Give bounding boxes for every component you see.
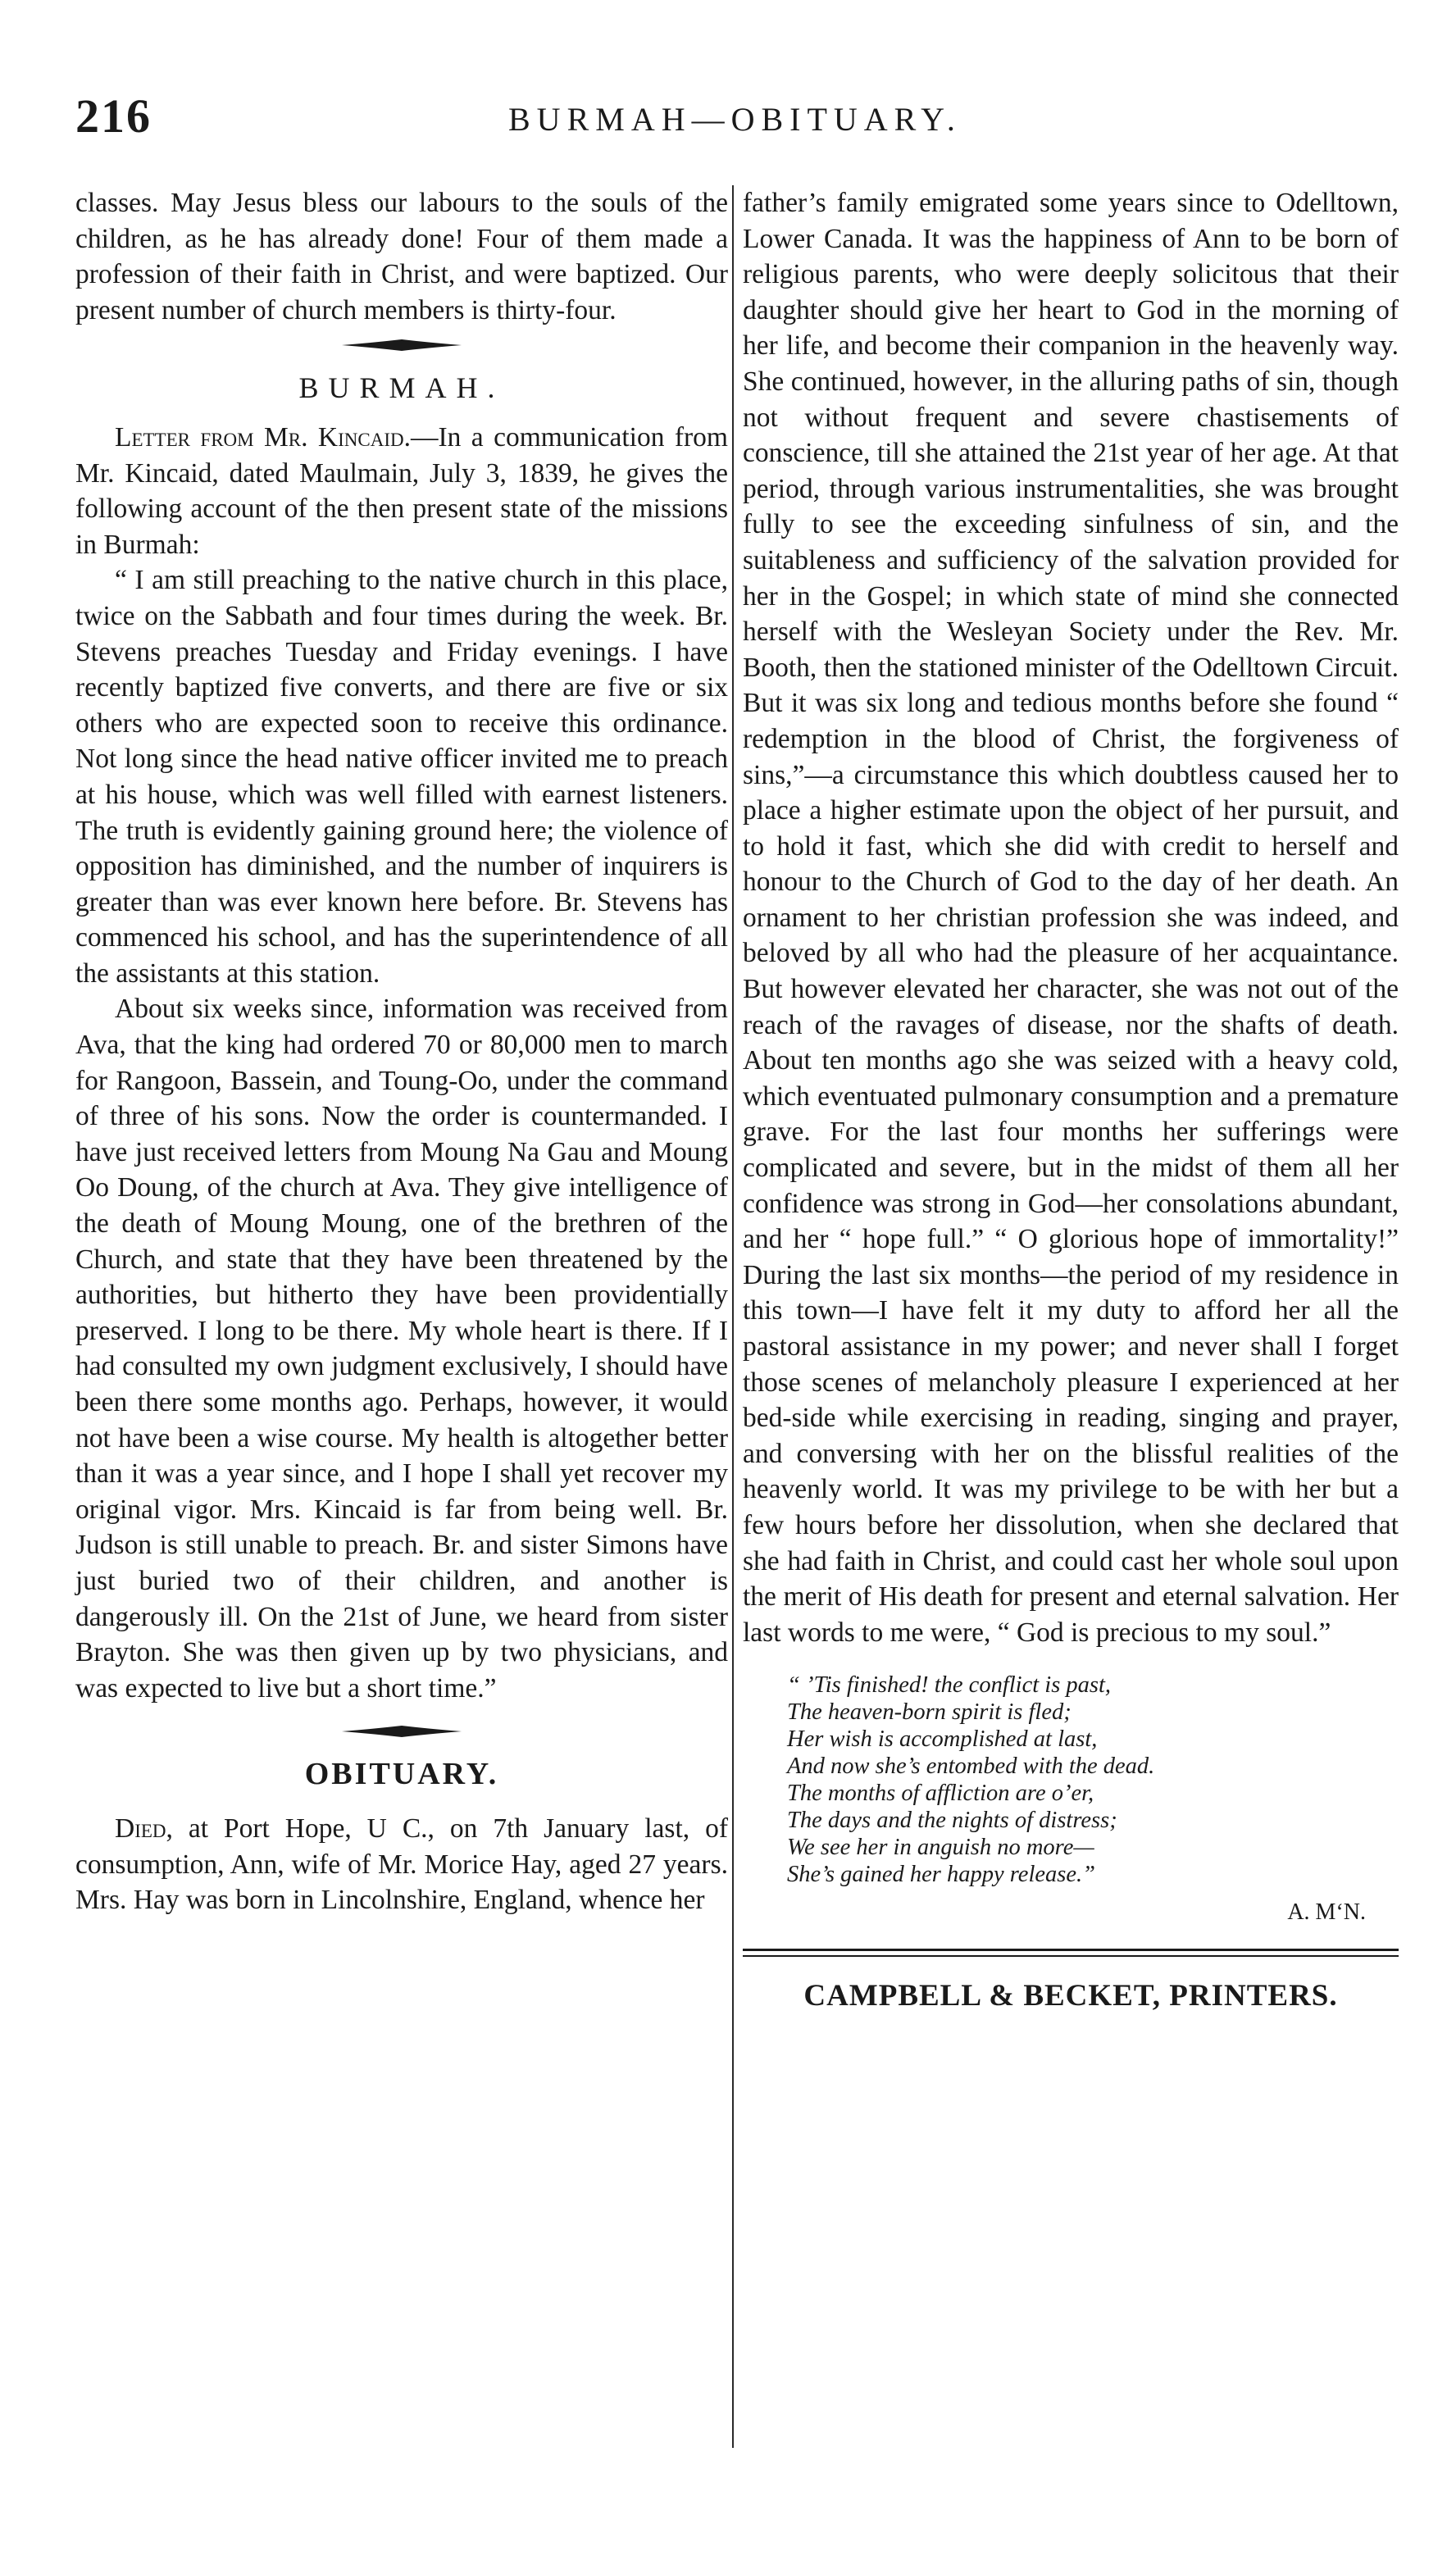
obituary-text: at Port Hope, U C., on 7th January last, of consumption, Ann, wife of Mr. Morice Hay, aged 27 years. Mrs. Hay was born in Lincolnshire, England, whence her xyxy=(75,1813,728,1916)
page-header xyxy=(0,89,1456,154)
carryover-paragraph: classes. May Jesus bless our labours to the souls of the children, as he has already done! Four of them made a profession of their faith in Christ, and were baptized. Our present number of church members is thirty-four. xyxy=(75,188,728,325)
memorial-poem xyxy=(787,1672,1399,1888)
letter-paragraph: “ I am still preaching to the native church in this place, twice on the Sabbath and four times during the week. Br. Stevens preaches Tuesday and Friday evenings. I have recently baptized five converts, and there are five or six others who are expected soon to receive this ordinance. Not long since the head native officer invited me to preach at his house, which was well filled with earnest listeners. The truth is evidently gaining ground here; the violence of opposition has diminished, and the number of inquirers is greater than was ever known here before. Br. Stevens has commenced his school, and has the superintendence of all the assistants at this station. xyxy=(75,565,728,989)
section-divider-ornament xyxy=(340,1724,463,1739)
left-column xyxy=(75,185,728,2448)
poem-line: The heaven-born spirit is fled; xyxy=(787,1699,1072,1726)
poem-line: “ ’Tis finished! the conflict is past, xyxy=(787,1672,1112,1699)
poem-line: We see her in anguish no more— xyxy=(787,1835,1094,1861)
footer-rule-thin xyxy=(743,1955,1399,1957)
obituary-lead-in: Died, xyxy=(115,1813,173,1844)
section-heading-obituary: OBITUARY. xyxy=(304,1757,499,1792)
poem-line: The days and the nights of distress; xyxy=(787,1808,1117,1834)
right-column xyxy=(743,185,1399,2448)
poem-line: Her wish is accomplished at last, xyxy=(787,1726,1098,1753)
letter-lead-in: Letter from Mr. Kincaid. xyxy=(115,421,411,453)
poem-line: She’s gained her happy release.” xyxy=(787,1862,1095,1888)
poem-line: The months of affliction are o’er, xyxy=(787,1781,1094,1807)
footer-rule-thick xyxy=(743,1949,1399,1951)
column-divider-rule xyxy=(732,185,734,2448)
author-signature: A. M‘N. xyxy=(1287,1899,1366,1926)
letter-intro-paragraph xyxy=(75,420,728,562)
page-number: 216 xyxy=(75,89,152,143)
poem-line: And now she’s entombed with the dead. xyxy=(787,1754,1155,1780)
section-heading-burmah: BURMAH. xyxy=(298,371,505,405)
obituary-paragraph xyxy=(75,1811,728,1918)
obituary-continued-paragraph: father’s family emigrated some years since to Odelltown, Lower Canada. It was the happiness of Ann to be born of religious parents, who were deeply solicitous that their daughter should give her heart to God in the morning of her life, and become their companion in the heavenly way. She continued, however, in the alluring paths of sin, though not without frequent and severe chastisements of conscience, till she attained the 21st year of her age. At that period, through various instrumentalities, she was brought fully to see the exceeding sinfulness of sin, and the suitableness and sufficiency of the salvation provided for her in the Gospel; in which state of mind she connected herself with the Wesleyan Society under the Rev. Mr. Booth, then the stationed minister of the Odelltown Circuit. But it was six long and tedious months before she found “ redemption in the blood of Christ, the forgiveness of sins,”—a circumstance this which doubtless caused her to place a higher estimate upon the object of her pursuit, and to hold it fast, which she did with credit to herself and honour to the Church of God to the day of her death. An ornament to her christian profession she was indeed, and beloved by all who had the pleasure of her acquaintance. But however elevated her character, she was not out of the reach of the ravages of disease, nor the shafts of death. About ten months ago she was seized with a heavy cold, which eventuated pulmonary consumption and a premature grave. For the last four months her sufferings were complicated and severe, but in the midst of them all her confidence was strong in God—her consolations abundant, and her “ hope full.” “ O glorious hope of immortality!” During the last six months—the period of my residence in this town—I have felt it my duty to afford her all the pastoral assistance in my power; and never shall I forget those scenes of melancholy pleasure I experienced at her bed-side while exercising in reading, singing and prayer, and conversing with her on the blissful realities of the heavenly world. It was my privilege to be with her but a few hours before her dissolution, when she declared that she had faith in Christ, and could cast her whole soul upon the merit of His death for present and eternal salvation. Her last words to me were, “ God is precious to my soul.” xyxy=(743,188,1399,1648)
printer-imprint: CAMPBELL & BECKET, PRINTERS. xyxy=(803,1978,1338,2013)
letter-paragraph: About six weeks since, information was received from Ava, that the king had ordered 70 or 80,000 men to march for Rangoon, Bassein, and Toung-Oo, under the command of three of his sons. Now the order is countermanded. I have just received letters from Moung Na Gau and Moung Oo Doung, of the church at Ava. They give intelligence of the death of Moung Moung, one of the brethren of the Church, and state that they have been threatened by the authorities, but hitherto they have been providentially preserved. I long to be there. My whole heart is there. If I had consulted my own judgment exclusively, I should have been there some months ago. Perhaps, however, it would not have been a wise course. My health is altogether better than it was a year since, and I hope I shall yet recover my original vigor. Mrs. Kincaid is far from being well. Br. Judson is still unable to preach. Br. and sister Simons have just buried two of their children, and another is dangerously ill. On the 21st of June, we heard from sister Brayton. She was then given up by two physicians, and was expected to live but a short time.” xyxy=(75,994,728,1704)
section-divider-ornament xyxy=(340,338,463,353)
letter-intro-text: —In a communication from Mr. Kincaid, dated Maulmain, July 3, 1839, he gives the following account of the then present state of the missions in Burmah: xyxy=(75,421,728,560)
running-head: BURMAH—OBITUARY. xyxy=(508,101,962,138)
